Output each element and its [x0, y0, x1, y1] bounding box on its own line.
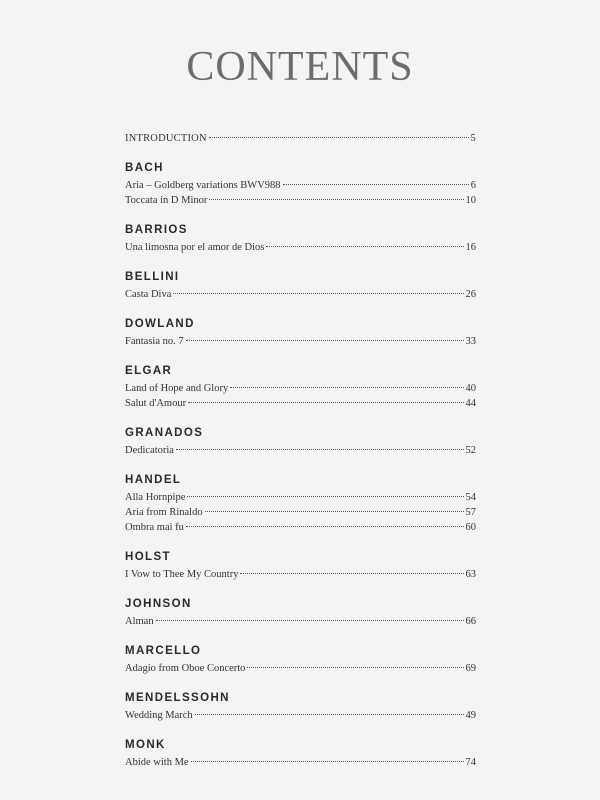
dot-leader	[205, 511, 464, 512]
composer-heading: GRANADOS	[125, 427, 204, 439]
dot-leader	[283, 184, 469, 185]
toc-entry-page: 40	[465, 383, 476, 394]
dot-leader	[187, 496, 463, 497]
toc-entry-title: I Vow to Thee My Country	[125, 569, 239, 580]
composer-section	[125, 222, 476, 255]
toc-entry-page: 33	[465, 336, 476, 347]
toc-entry-page: 16	[465, 242, 476, 253]
dot-leader	[186, 526, 464, 527]
composer-section	[125, 596, 476, 629]
dot-leader	[186, 340, 464, 341]
composer-section	[125, 549, 476, 582]
composer-heading: JOHNSON	[125, 598, 192, 610]
dot-leader	[209, 199, 463, 200]
composer-heading: HOLST	[125, 551, 171, 563]
dot-leader	[266, 246, 463, 247]
toc-entry-title: Fantasia no. 7	[125, 336, 184, 347]
dot-leader	[188, 402, 463, 403]
toc-entry-title: Land of Hope and Glory	[125, 383, 229, 394]
toc-entry-page: 52	[465, 445, 476, 456]
toc-entry-page: 63	[465, 569, 476, 580]
composer-heading: ELGAR	[125, 365, 173, 377]
composer-section	[125, 269, 476, 302]
composer-heading: BACH	[125, 162, 164, 174]
composer-sections	[125, 160, 476, 770]
toc-entry-page: 74	[465, 757, 476, 768]
toc-entry-page: 44	[465, 398, 476, 409]
toc-entry-title: Ombra mai fu	[125, 522, 184, 533]
toc-entry-title: Salut d'Amour	[125, 398, 187, 409]
page-title: CONTENTS	[186, 44, 414, 90]
composer-heading: MARCELLO	[125, 645, 202, 657]
composer-section	[125, 737, 476, 770]
composer-heading: HANDEL	[125, 474, 182, 486]
toc-entry-page: 60	[465, 522, 476, 533]
composer-section	[125, 690, 476, 723]
toc-entry[interactable]	[125, 490, 476, 505]
toc-entry-title: Dedicatoria	[125, 445, 174, 456]
toc-entry[interactable]	[125, 334, 476, 349]
toc-entry-title: Una limosna por el amor de Dios	[125, 242, 265, 253]
toc-entry[interactable]	[125, 614, 476, 629]
toc-entry[interactable]	[125, 396, 476, 411]
dot-leader	[156, 620, 464, 621]
toc-entry[interactable]	[125, 178, 476, 193]
toc-entry[interactable]	[125, 287, 476, 302]
toc-entry[interactable]	[125, 443, 476, 458]
dot-leader	[209, 137, 469, 138]
toc-entry[interactable]	[125, 567, 476, 582]
toc-entry-page: 69	[465, 663, 476, 674]
toc-entry-title: Aria from Rinaldo	[125, 507, 203, 518]
dot-leader	[173, 293, 463, 294]
table-of-contents	[125, 131, 476, 784]
composer-section	[125, 160, 476, 208]
composer-heading: DOWLAND	[125, 318, 195, 330]
toc-entry[interactable]	[125, 708, 476, 723]
toc-entry-page: 54	[465, 492, 476, 503]
toc-entry[interactable]	[125, 381, 476, 396]
toc-entry-page: 26	[465, 289, 476, 300]
toc-entry[interactable]	[125, 240, 476, 255]
composer-heading: BELLINI	[125, 271, 180, 283]
dot-leader	[191, 761, 464, 762]
toc-entry-title: Toccata in D Minor	[125, 195, 208, 206]
toc-entry[interactable]	[125, 193, 476, 208]
toc-entry[interactable]	[125, 755, 476, 770]
composer-heading: BARRIOS	[125, 224, 188, 236]
composer-section	[125, 643, 476, 676]
dot-leader	[176, 449, 464, 450]
toc-entry-title: Alla Hornpipe	[125, 492, 186, 503]
toc-entry-page: 66	[465, 616, 476, 627]
composer-heading: MONK	[125, 739, 166, 751]
toc-entry[interactable]	[125, 661, 476, 676]
toc-entry-page: 57	[465, 507, 476, 518]
dot-leader	[240, 573, 463, 574]
composer-section	[125, 425, 476, 458]
toc-entry-title: Abide with Me	[125, 757, 189, 768]
toc-entry[interactable]	[125, 505, 476, 520]
composer-section	[125, 363, 476, 411]
toc-entry-title: Aria – Goldberg variations BWV988	[125, 180, 281, 191]
dot-leader	[247, 667, 463, 668]
toc-entry-title: Casta Diva	[125, 289, 172, 300]
dot-leader	[230, 387, 463, 388]
composer-section	[125, 316, 476, 349]
dot-leader	[195, 714, 464, 715]
toc-entry-page: 5	[470, 133, 476, 144]
toc-entry-title: Adagio from Oboe Concerto	[125, 663, 246, 674]
toc-entry-title: Alman	[125, 616, 154, 627]
composer-section	[125, 472, 476, 535]
composer-heading: MENDELSSOHN	[125, 692, 230, 704]
toc-entry-introduction[interactable]	[125, 131, 476, 146]
toc-entry-title: INTRODUCTION	[125, 133, 207, 144]
toc-entry-page: 6	[470, 180, 476, 191]
toc-entry-title: Wedding March	[125, 710, 193, 721]
toc-entry[interactable]	[125, 520, 476, 535]
toc-entry-page: 49	[465, 710, 476, 721]
toc-entry-page: 10	[465, 195, 476, 206]
